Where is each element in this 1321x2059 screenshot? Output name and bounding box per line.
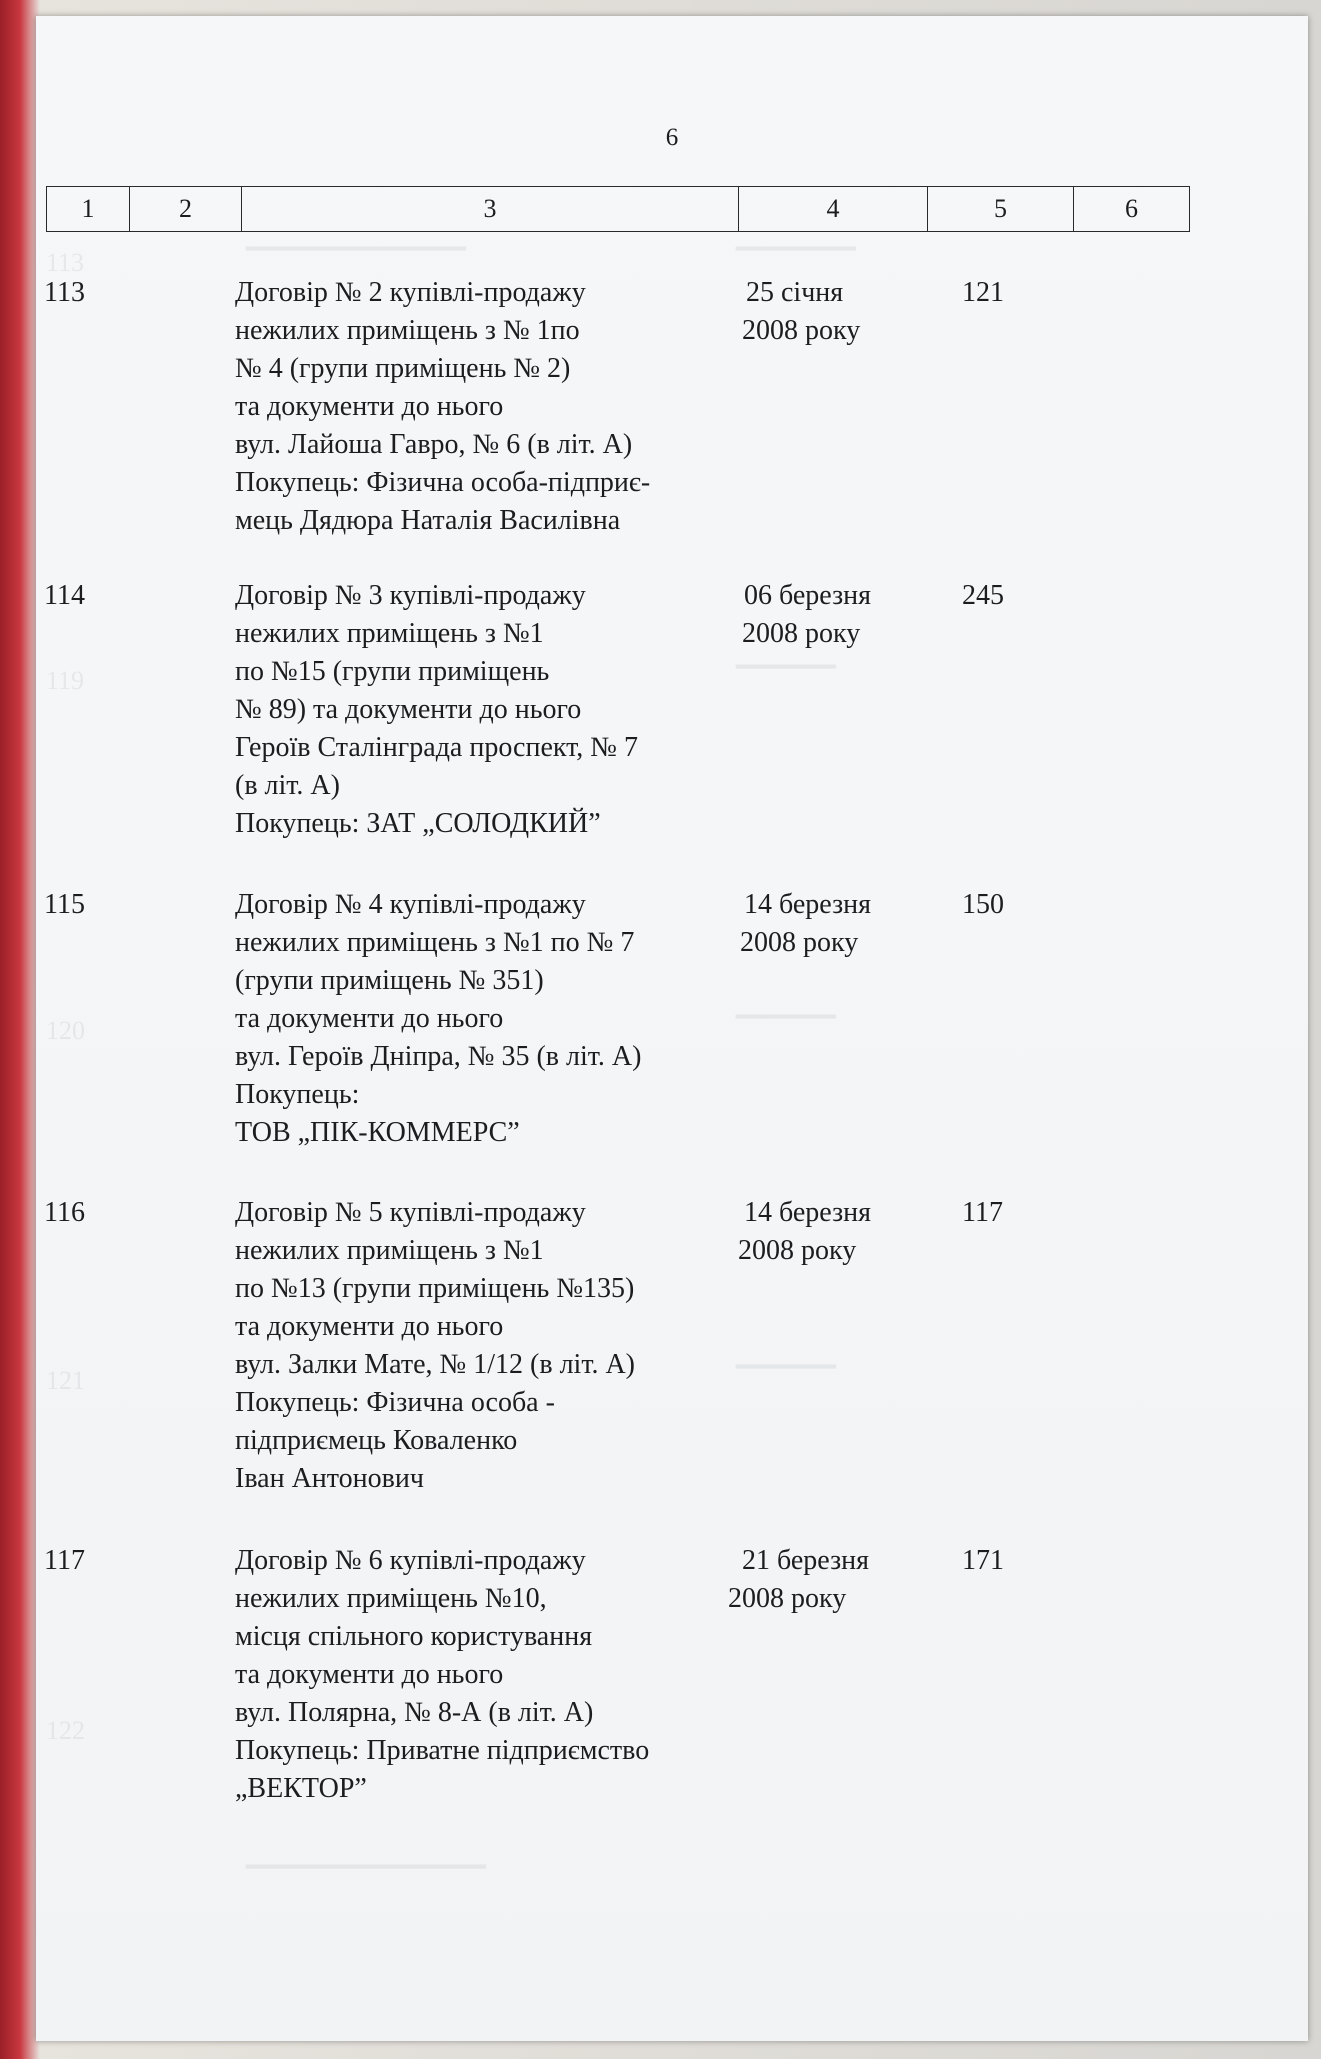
description-line: ТОВ „ПІК-КОММЕРС” (235, 1117, 520, 1148)
description-line: та документи до нього (235, 1311, 504, 1342)
table-header-row (46, 186, 1190, 232)
bleed-through-text: ▔▔▔▔▔▔▔▔▔▔▔▔ (246, 1866, 486, 1895)
description-line: нежилих приміщень з №1 (235, 618, 544, 649)
entry-page-count: 117 (962, 1197, 1003, 1228)
description-line: вул. Залки Мате, № 1/12 (в літ. А) (235, 1349, 635, 1380)
header-col-5: 5 (927, 187, 1073, 231)
bleed-through-text: ▔▔▔▔▔ (736, 1016, 836, 1045)
description-line: вул. Героїв Дніпра, № 35 (в літ. А) (235, 1041, 642, 1072)
entry-description (235, 577, 638, 843)
description-line: (в літ. А) (235, 770, 340, 801)
bleed-through-text: 119 (46, 666, 85, 695)
entry-description (235, 1542, 649, 1808)
entry-date-day: 21 березня (742, 1545, 869, 1576)
header-col-6: 6 (1073, 187, 1189, 231)
header-col-4: 4 (738, 187, 927, 231)
entry-date-year: 2008 року (740, 927, 859, 958)
description-line: нежилих приміщень з №1 (235, 1235, 544, 1266)
description-line: (групи приміщень № 351) (235, 965, 544, 996)
description-line: Договір № 3 купівлі-продажу (235, 580, 586, 611)
bleed-through-text: 122 (46, 1716, 85, 1745)
description-line: по №15 (групи приміщень (235, 656, 550, 687)
description-line: Героїв Сталінграда проспект, № 7 (235, 732, 638, 763)
description-line: Договір № 5 купівлі-продажу (235, 1197, 586, 1228)
document-page (36, 16, 1308, 2041)
bleed-through-text: 113 (46, 248, 85, 277)
entry-page-count: 150 (962, 889, 1004, 920)
description-line: № 89) та документи до нього (235, 694, 582, 725)
description-line: Договір № 2 купівлі-продажу (235, 277, 586, 308)
entry-number: 114 (44, 580, 85, 611)
description-line: підприємець Коваленко (235, 1425, 518, 1456)
header-col-1: 1 (81, 194, 95, 223)
entry-date-year: 2008 року (728, 1583, 847, 1614)
entry-number: 116 (44, 1197, 85, 1228)
entry-description (235, 1194, 635, 1498)
entry-date-day: 06 березня (744, 580, 871, 611)
entry-page-count: 121 (962, 277, 1004, 308)
page-number: 6 (665, 124, 679, 151)
description-line: вул. Полярна, № 8-А (в літ. А) (235, 1697, 594, 1728)
description-line: № 4 (групи приміщень № 2) (235, 353, 571, 384)
description-line: місця спільного користування (235, 1621, 593, 1652)
bleed-through-text: ▔▔▔▔▔▔▔▔▔▔▔ (246, 248, 466, 277)
description-line: мець Дядюра Наталія Василівна (235, 505, 621, 536)
bleed-through-text: 120 (46, 1016, 85, 1045)
header-col-3: 3 (241, 187, 738, 231)
description-line: нежилих приміщень №10, (235, 1583, 547, 1614)
entry-page-count: 245 (962, 580, 1004, 611)
description-line: Договір № 6 купівлі-продажу (235, 1545, 586, 1576)
entry-description (235, 886, 641, 1152)
entry-date-year: 2008 року (738, 1235, 857, 1266)
entry-date-year: 2008 року (742, 618, 861, 649)
entry-date-year: 2008 року (742, 315, 861, 346)
entry-number: 117 (44, 1545, 85, 1576)
description-line: Іван Антонович (235, 1463, 424, 1494)
entry-page-count: 171 (962, 1545, 1004, 1576)
description-line: та документи до нього (235, 391, 504, 422)
description-line: та документи до нього (235, 1659, 504, 1690)
description-line: по №13 (групи приміщень №135) (235, 1273, 635, 1304)
description-line: Покупець: Приватне підприємство (235, 1735, 650, 1766)
description-line: нежилих приміщень з №1 по № 7 (235, 927, 635, 958)
description-line: „ВЕКТОР” (235, 1773, 367, 1804)
header-col-2: 2 (129, 187, 241, 231)
entry-date-day: 14 березня (744, 889, 871, 920)
entry-date-day: 14 березня (744, 1197, 871, 1228)
description-line: Договір № 4 купівлі-продажу (235, 889, 586, 920)
entry-number: 115 (44, 889, 85, 920)
description-line: нежилих приміщень з № 1по (235, 315, 580, 346)
description-line: Покупець: Фізична особа - (235, 1387, 555, 1418)
bleed-through-text: ▔▔▔▔▔ (736, 666, 836, 695)
description-line: Покупець: ЗАТ „СОЛОДКИЙ” (235, 808, 601, 839)
bleed-through-text: ▔▔▔▔▔ (736, 1366, 836, 1395)
bleed-through-text: 121 (46, 1366, 85, 1395)
description-line: вул. Лайоша Гавро, № 6 (в літ. А) (235, 429, 633, 460)
description-line: та документи до нього (235, 1003, 504, 1034)
description-line: Покупець: Фізична особа-підприє- (235, 467, 651, 498)
entry-description (235, 274, 650, 540)
description-line: Покупець: (235, 1079, 360, 1110)
bleed-through-text: ▔▔▔▔▔▔ (736, 248, 856, 277)
entry-date-day: 25 січня (746, 277, 844, 308)
entry-number: 113 (44, 277, 85, 308)
